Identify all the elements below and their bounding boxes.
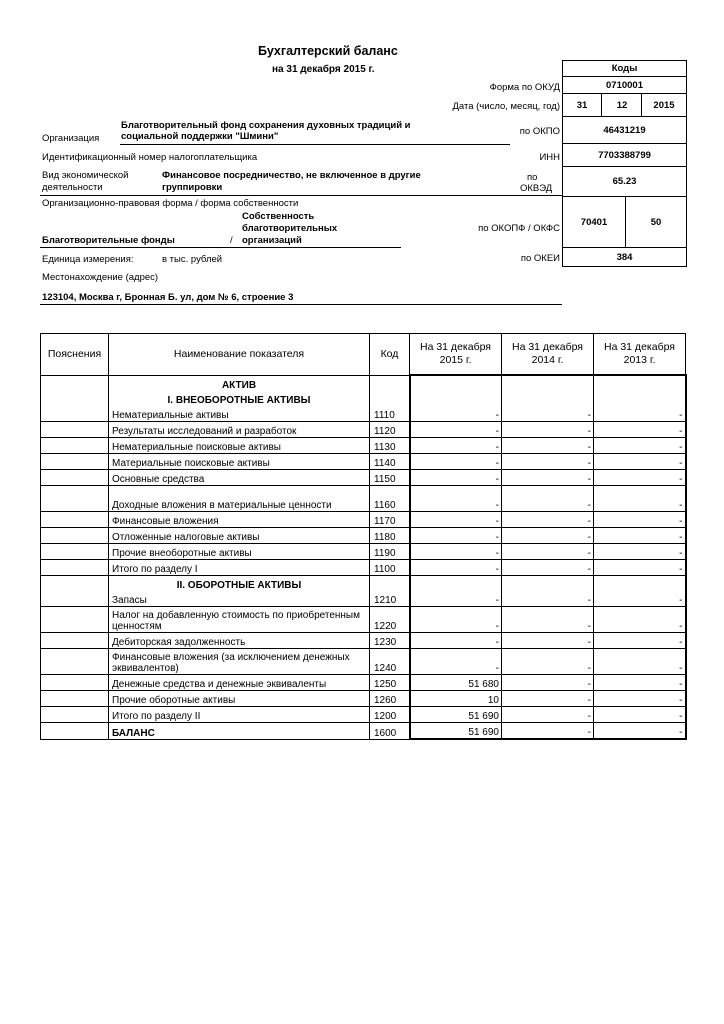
row-value-2014: -: [502, 528, 594, 544]
codes-box: [562, 60, 687, 267]
row-value-2015: -: [410, 470, 502, 486]
row-code: 1110: [370, 406, 410, 422]
row-code: 1170: [370, 512, 410, 528]
row-notes: [41, 544, 109, 560]
okopf-label: по ОКОПФ / ОКФС: [478, 223, 560, 234]
table-row: [41, 454, 686, 470]
row-value-2015: -: [410, 454, 502, 470]
table-row: [41, 528, 686, 544]
col-2013: На 31 декабря 2013 г.: [594, 334, 686, 376]
section-row-2: [41, 576, 686, 592]
row-value-2014: -: [502, 691, 594, 707]
row-code: 1260: [370, 691, 410, 707]
activity-label-1: Вид экономической: [42, 170, 129, 181]
row-value-2013: -: [594, 675, 686, 691]
row-value-2013: -: [594, 486, 686, 512]
inn-code-label: ИНН: [539, 152, 560, 163]
row-value-2015: -: [410, 438, 502, 454]
row-name: Основные средства: [109, 470, 370, 486]
section-asset: АКТИВ: [109, 375, 370, 391]
row-value-2013: -: [594, 470, 686, 486]
row-value-2013: -: [594, 438, 686, 454]
activity-underline: [40, 195, 562, 196]
row-code: 1250: [370, 675, 410, 691]
row-notes: [41, 633, 109, 649]
activity-line-2: группировки: [162, 182, 223, 193]
row-value-2015: -: [410, 422, 502, 438]
row-value-2013: -: [594, 422, 686, 438]
activity-label-2: деятельности: [42, 182, 103, 193]
row-name: Нематериальные активы: [109, 406, 370, 422]
org-name-line-2: социальной поддержки "Шмини": [121, 131, 279, 142]
row-value-2013: -: [594, 454, 686, 470]
row-value-2014: -: [502, 406, 594, 422]
row-name: Прочие внеоборотные активы: [109, 544, 370, 560]
row-value-2013: -: [594, 528, 686, 544]
row-code: 1220: [370, 607, 410, 633]
row-name: БАЛАНС: [109, 723, 370, 740]
row-name: Налог на добавленную стоимость по приобретенным ценностям: [109, 607, 370, 633]
row-code: 1210: [370, 591, 410, 607]
inn-label: Идентификационный номер налогоплательщика: [42, 152, 258, 163]
row-value-2013: -: [594, 633, 686, 649]
row-value-2013: -: [594, 707, 686, 723]
row-code: 1200: [370, 707, 410, 723]
row-value-2015: -: [410, 560, 502, 576]
row-value-2013: -: [594, 591, 686, 607]
table-row: [41, 470, 686, 486]
inn-value: 7703388799: [598, 149, 651, 161]
okved-label-1: по: [527, 172, 538, 183]
row-name: Материальные поисковые активы: [109, 454, 370, 470]
row-notes: [41, 454, 109, 470]
org-label: Организация: [42, 133, 100, 144]
section-noncurrent: I. ВНЕОБОРОТНЫЕ АКТИВЫ: [109, 391, 370, 406]
row-value-2014: -: [502, 707, 594, 723]
table-row: [41, 607, 686, 633]
row-name: Итого по разделу I: [109, 560, 370, 576]
row-notes: [41, 649, 109, 675]
document-title: Бухгалтерский баланс: [258, 44, 398, 58]
col-code: Код: [370, 334, 410, 376]
col-notes: Пояснения: [41, 334, 109, 376]
row-notes: [41, 422, 109, 438]
row-value-2014: -: [502, 544, 594, 560]
table-row: [41, 422, 686, 438]
row-notes: [41, 560, 109, 576]
section-current: II. ОБОРОТНЫЕ АКТИВЫ: [109, 576, 370, 592]
table-row: [41, 649, 686, 675]
okei-label: по ОКЕИ: [520, 253, 560, 264]
row-value-2014: -: [502, 591, 594, 607]
row-value-2014: -: [502, 649, 594, 675]
form-underline: [40, 247, 401, 248]
row-name: Прочие оборотные активы: [109, 691, 370, 707]
table-row: [41, 544, 686, 560]
row-value-2015: -: [410, 544, 502, 560]
row-value-2014: -: [502, 454, 594, 470]
row-notes: [41, 607, 109, 633]
row-notes: [41, 675, 109, 691]
row-value-2014: -: [502, 607, 594, 633]
row-notes: [41, 691, 109, 707]
table-row: [41, 512, 686, 528]
unit-label: Единица измерения:: [42, 254, 134, 265]
row-value-2015: -: [410, 591, 502, 607]
row-value-2015: 51 690: [410, 707, 502, 723]
row-code: 1160: [370, 486, 410, 512]
table-header-row: [41, 334, 686, 376]
row-value-2015: -: [410, 649, 502, 675]
row-name: Денежные средства и денежные эквиваленты: [109, 675, 370, 691]
table-row: [41, 486, 686, 512]
ownership-line-3: организаций: [242, 235, 302, 246]
okopf-value: 70401: [580, 216, 608, 228]
address-underline: [40, 304, 562, 305]
row-value-2013: -: [594, 544, 686, 560]
okei-value: 384: [616, 251, 633, 263]
address-value: 123104, Москва г, Бронная Б. ул, дом № 6, строение 3: [42, 292, 294, 303]
org-underline: [120, 144, 510, 145]
row-notes: [41, 470, 109, 486]
org-name-line-1: Благотворительный фонд сохранения духовных традиций и: [121, 120, 411, 131]
row-name: Запасы: [109, 591, 370, 607]
row-notes: [41, 528, 109, 544]
section-row-asset: [41, 375, 686, 391]
address-label: Местонахождение (адрес): [42, 272, 159, 283]
row-value-2014: -: [502, 512, 594, 528]
row-code: 1240: [370, 649, 410, 675]
row-notes: [41, 707, 109, 723]
table-row: [41, 560, 686, 576]
row-code: 1600: [370, 723, 410, 740]
row-value-2014: -: [502, 675, 594, 691]
row-name: Отложенные налоговые активы: [109, 528, 370, 544]
date-year: 2015: [641, 94, 686, 116]
row-name: Итого по разделу II: [109, 707, 370, 723]
row-value-2014: -: [502, 470, 594, 486]
date-month: 12: [601, 94, 642, 116]
row-code: 1180: [370, 528, 410, 544]
row-value-2013: -: [594, 649, 686, 675]
row-value-2013: -: [594, 560, 686, 576]
row-value-2014: -: [502, 422, 594, 438]
ownership-line-1: Собственность: [242, 211, 315, 222]
document-date: на 31 декабря 2015 г.: [272, 64, 375, 75]
row-notes: [41, 438, 109, 454]
row-value-2014: -: [502, 723, 594, 740]
row-value-2015: -: [410, 512, 502, 528]
row-value-2013: -: [594, 691, 686, 707]
row-code: 1140: [370, 454, 410, 470]
okpo-value: 46431219: [603, 124, 646, 136]
opf-value: Благотворительные фонды: [42, 235, 175, 246]
row-name: Результаты исследований и разработок: [109, 422, 370, 438]
okud-value: 0710001: [606, 79, 643, 91]
row-value-2013: -: [594, 512, 686, 528]
row-notes: [41, 486, 109, 512]
row-code: 1100: [370, 560, 410, 576]
form-label: Организационно-правовая форма / форма собственности: [42, 198, 299, 209]
row-notes: [41, 406, 109, 422]
balance-table: [40, 333, 687, 740]
row-name: Доходные вложения в материальные ценности: [109, 486, 370, 512]
row-value-2015: -: [410, 486, 502, 512]
row-notes: [41, 723, 109, 740]
row-value-2015: -: [410, 528, 502, 544]
table-row: [41, 406, 686, 422]
row-value-2013: -: [594, 607, 686, 633]
row-code: 1120: [370, 422, 410, 438]
date-label: Дата (число, месяц, год): [452, 101, 560, 112]
row-value-2014: -: [502, 633, 594, 649]
table-row: [41, 633, 686, 649]
col-indicator: Наименование показателя: [109, 334, 370, 376]
row-name: Дебиторская задолженность: [109, 633, 370, 649]
section-row-1: [41, 391, 686, 406]
table-row: [41, 707, 686, 723]
row-code: 1190: [370, 544, 410, 560]
table-row: [41, 675, 686, 691]
row-code: 1230: [370, 633, 410, 649]
okfs-value: 50: [625, 197, 686, 247]
okved-label-2: ОКВЭД: [520, 183, 553, 194]
row-value-2015: -: [410, 633, 502, 649]
row-value-2013: -: [594, 406, 686, 422]
row-value-2015: 10: [410, 691, 502, 707]
row-name: Нематериальные поисковые активы: [109, 438, 370, 454]
row-value-2015: -: [410, 607, 502, 633]
row-notes: [41, 591, 109, 607]
table-row: [41, 723, 686, 740]
row-name: Финансовые вложения (за исключением денежных эквивалентов): [109, 649, 370, 675]
unit-value: в тыс. рублей: [162, 254, 223, 265]
table-row: [41, 591, 686, 607]
row-code: 1150: [370, 470, 410, 486]
ownership-line-2: благотворительных: [242, 223, 338, 234]
okpo-label: по ОКПО: [519, 126, 560, 137]
row-code: 1130: [370, 438, 410, 454]
table-row: [41, 691, 686, 707]
codes-caption: Коды: [611, 63, 638, 74]
col-2014: На 31 декабря 2014 г.: [502, 334, 594, 376]
date-day: 31: [576, 99, 588, 111]
row-value-2013: -: [594, 723, 686, 740]
okved-value: 65.23: [612, 176, 637, 187]
col-2015: На 31 декабря 2015 г.: [410, 334, 502, 376]
row-value-2015: -: [410, 406, 502, 422]
row-notes: [41, 512, 109, 528]
row-value-2014: -: [502, 560, 594, 576]
row-value-2014: -: [502, 486, 594, 512]
row-value-2015: 51 690: [410, 723, 502, 740]
row-value-2014: -: [502, 438, 594, 454]
row-value-2015: 51 680: [410, 675, 502, 691]
table-row: [41, 438, 686, 454]
activity-line-1: Финансовое посредничество, не включенное в другие: [162, 170, 421, 181]
row-name: Финансовые вложения: [109, 512, 370, 528]
okud-label: Форма по ОКУД: [489, 82, 560, 93]
form-slash: /: [230, 235, 233, 246]
